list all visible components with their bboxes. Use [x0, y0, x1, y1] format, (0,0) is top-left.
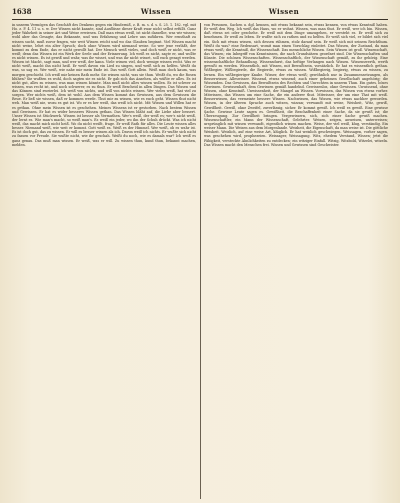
right-column-guide-word: Wissen — [268, 7, 300, 16]
page-header — [12, 7, 388, 17]
text-columns — [12, 23, 388, 503]
right-column-text: von Personen, Sachen u. dgl. kennen, mit etwas bekannt sein, etwas kennen, von etwas Kenntniß haben. Er weiß den Weg. Ich weiß das Haus, wo er wohnt. Wissen, was man thut. Er weiß, wer ich bin. Wissen, daß etwas sei oder geschehe. Er weiß mit dem Dinge umzugehen, er versteht es. Er weiß sich zu benehmen. Er weiß zu leben. Er wußte sich zu rathen und zu helfen. Er weiß sich viel, er bildet sich viel ein. Sich mit etwas wissen, sich dessen rühmen, stolz darauf sein. Er weiß sich mit seinem Reichthum. Weißt du was? eine Redensart, womit man einen Vorschlag einleitet. Das Wissen, der Zustand, da man etwas weiß; die Kenntniß, die Wissenschaft. Das menschliche Wissen. Sein Wissen ist groß. Wissenschaft, das Wissen; ein Inbegriff von Kenntnissen, die nach Grundsätzen geordnet sind. Die Wissenschaften und Künste. Die schönen Wissenschaften. Wissenschaftlich, der Wissenschaft gemäß, zu ihr gehörig. Eine wissenschaftliche Behandlung. Wissensdurst, das heftige Verlangen nach Wissen. Wissenswerth, werth gewußt zu werden. Wissentlich, mit Wissen, mit Bewußtsein, vorsätzlich. Er hat es wissentlich gethan. Wißbegier, Wißbegierde, die Begierde, etwas zu wissen. Wißbegierig, begierig, etwas zu wissen, zu lernen. Ein wißbegieriger Knabe. Wisser, der etwas weiß; gewöhnlich nur in Zusammensetzungen, als Besserwisser, Alleswisser. Wissend, etwas wissend; auch einer geheimen Gesellschaft angehörig; die Wissenden. Das Gewissen, das Bewußtsein des Rechten und Unrechten in unserm Thun. Ein gutes, böses Gewissen. Gewissenhaft, dem Gewissen gemäß handelnd. Gewissenlos, ohne Gewissen. Unwissend, ohne Wissen, ohne Kenntniß. Unwissenheit, der Mangel an Wissen. Vorwissen, das Wissen von etwas vorher. Mitwissen, das Wissen um eine Sache, die ein anderer thut. Mitwisser, der um eine That mit weiß. Besserwissen, das vermeinte bessere Wissen. Nachwissen, das Wissen, wie etwas nachher geworden. Wissen, in der älteren Sprache auch witzen, wizzan; verwandt mit weise, Weisheit, Witz, gewiß, Gewißheit. Gewiß, ohne Zweifel, zuverlässig, sicher. Er kommt gewiß. Ich weiß es gewiß. Eine gewisse Sache. Gewisse Leute sagen es. Gewißheit, die Beschaffenheit einer Sache, da sie gewiß ist; die Überzeugung. Zur Gewißheit bringen. Vergewissern, sich, sich einer Sache gewiß machen. Wissenschaftler, ein Mann der Wissenschaft, Gelehrter. Weisen, zeigen, anweisen, unterweisen; ursprünglich mit wissen verwandt, eigentlich wissen machen. Weise, der viel weiß, klug, verständig. Ein weiser Mann. Die Weisen aus dem Morgenlande. Weisheit, die Eigenschaft, da man weise ist. Die göttliche Weisheit. Weislich, auf eine weise Art, klüglich. Er hat weislich geschwiegen. Weissagen, vorher sagen, was geschehen wird, prophezeien. Weissager, Weissagung. Witz, ehedem Verstand, Wissen; jetzt die Fähigkeit, versteckte Ähnlichkeiten zu entdecken; ein witziger Einfall. Witzig, Witzbold, Witzelei, witzeln. Das Wissen macht den Menschen frei. Wissen und Gewissen sind Geschwister. — [204, 23, 390, 147]
page-number: 1638 — [12, 7, 32, 16]
header-rule — [12, 19, 388, 20]
left-column-text: in unserm Vermögen das Geschäft des Denkens gegen ein Hinderniß, z. B. m. s. d. s. S. 25. 1. 182. vgl. mit Ho. z. F. 4. 11 u. s. w. Der Wissen nicht kannte, sind Ausflüsse dieser Kraft zwar nicht selbst erfüllt. Ganz jeder Wahrheit in seiner Art und Weise erwiesen. Daß man etwas weiß, ist nicht dasselbe, was wir wissen; wohl aber das Gesagte, das Bekannte, und was Erfahrung und Lehre uns zuführen. Wer ernsthaft zu wissen sucht, muß zuvor fragen, wie weit Wissen reicht und wo das Glauben beginnt. Viel Wissen macht nicht weise, lehrt ein alter Spruch; doch ohne Wissen wird niemand weise. So wer jene verläßt, der kommt zu dem Ende, das er nicht gewollt hat. Der Mensch weiß vieles, und doch weiß er nicht, was er weiß; denn das Wissen ist ein Werk der Seele und der Erinnerung. Ich weiß es nicht, sagte er, und wollte es nicht wissen. Es ist gewiß und wahr, was ihr wisset, und was ihr nicht wisset, soll euch gesagt werden. Wissen ist Macht, sagt man, und wer weiß, der kann. Viele wissen viel, doch wenige wissen recht. Was er nicht weiß, macht ihn nicht heiß. Er weiß davon ein Lied zu singen, und weiß sich zu helfen. Weißt du was, so sag es. Wer weiß, wie nahe mir mein Ende ist. Das weiß Gott allein. Weiß man doch kaum, was morgen geschieht. Ich weiß mir keinen Rath mehr. Sie wissen nicht, was sie thun. Weißt du, wo die Rosen blühen? Sie wußten es wohl, doch sagten sie es nicht. Er gab sich das Ansehen, als wüßte er alles. Es ist nicht gut, alles zu wissen, was man wissen könnte. Man muß nicht alles wissen wollen. Es ist schwer zu wissen, was recht ist, und noch schwerer, es zu thun. Er weiß Bescheid in allen Dingen. Das Wissen und das Können sind zweierlei. Ich weiß von nichts, und will von nichts wissen. Wer vieles weiß, hat viel zu sorgen. Wer nichts weiß, dem ist wohl. Aus dem Wissen kommt das Gewissen, aus dem Gewissen die Reue. Er ließ sie wissen, daß er kommen werde. Thut mir zu wissen, wie es euch geht. Wissen thut nicht weh. Man weiß nie, wozu es gut ist. Wo er es her weiß, das weiß ich nicht. Mit Wissen und Willen hat er es gethan. Ohne mein Wissen ist es geschehen. Meines Wissens ist er gestorben. Nach bestem Wissen und Gewissen. Er hat es wider besseres Wissen gethan. Das Wissen bläht auf, die Liebe aber bessert. Unser Wissen ist Stückwerk. Wissen ist besser als Vermuthen. Wer's weiß, der weiß es; wer's nicht weiß, der lernt es. Wie man's macht, so weiß man's. Es weiß ein jeder, wo ihn der Schuh drückt. Was ich nicht weiß, das macht mich nicht heiß. Wo du nicht weißt, frage. Er weiß Rath für alles. Die Leute wissen alles besser. Niemand weiß, wie weit er kommt. Gott weiß es. Weiß es der Himmel. Wer weiß, ob es wahr ist. Es ist doch gut, das zu wissen. Er will es besser wissen als ich. Davon weiß ich nichts. Er wußte sich nicht zu fassen vor Freude. Sie wußte nicht, wie ihr geschah. Weißt du noch, wie es damals war? Ich weiß es ganz genau. Das muß man wissen. Er weiß, was er will. Zu wissen thun, kund thun, bekannt machen, melden. — [12, 23, 198, 147]
left-column-guide-word: Wissen — [140, 7, 172, 16]
